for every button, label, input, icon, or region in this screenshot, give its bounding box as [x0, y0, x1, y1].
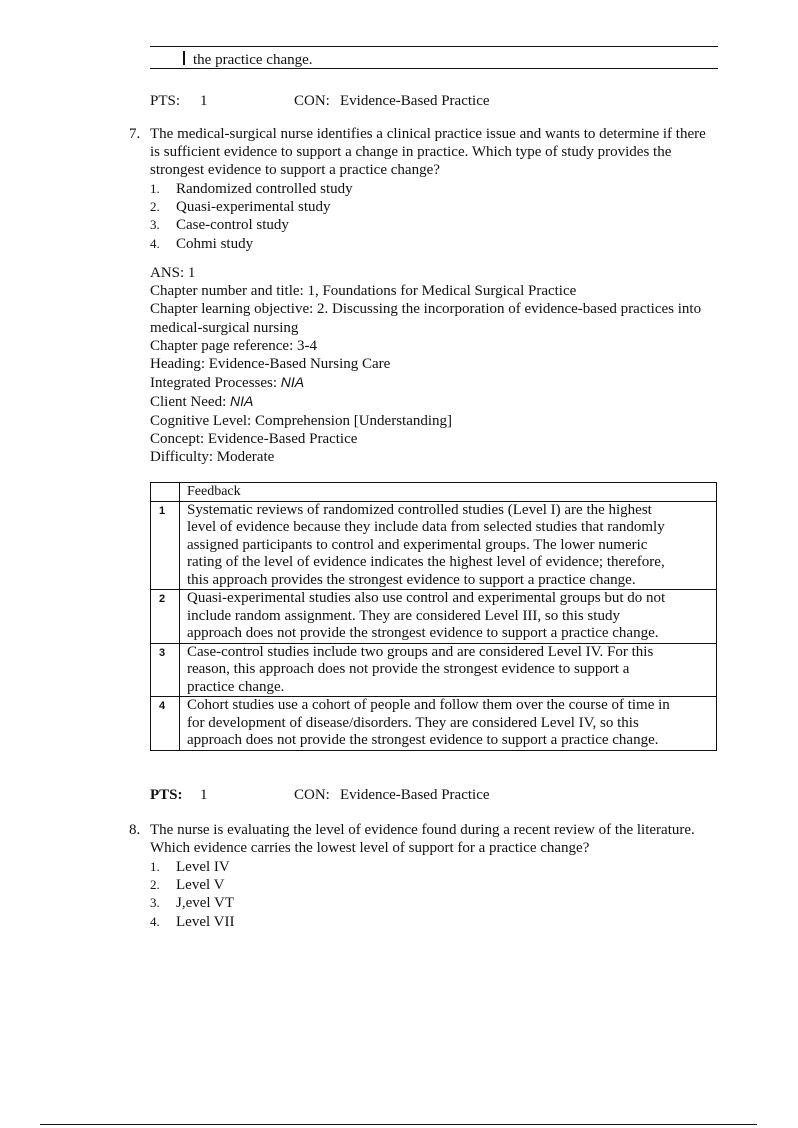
option-text: Level VII [176, 913, 235, 930]
stem-line: is sufficient evidence to support a change in practice. Which type of study provides the [150, 144, 672, 161]
difficulty-line: Difficulty: Moderate [150, 449, 275, 466]
option-text: Level V [176, 877, 225, 894]
pts-label: PTS: [150, 93, 181, 109]
feedback-header: Feedback [180, 483, 717, 502]
pts-value: 1 [200, 787, 208, 803]
option-text: Case-control study [176, 217, 289, 234]
answer-options [150, 858, 234, 931]
feedback-line: include random assignment. They are considered Level III, so this study [187, 607, 620, 624]
question-stem [150, 125, 706, 180]
integrated-label: Integrated Processes: [150, 375, 281, 392]
feedback-line: Quasi-experimental studies also use control and experimental groups but do not [187, 590, 666, 606]
stem-line: strongest evidence to support a practice change? [150, 162, 440, 179]
option-number: 3. [150, 895, 160, 911]
client-value: NIA [229, 393, 254, 410]
stem-line: The nurse is evaluating the level of evidence found during a recent review of the literature. [150, 822, 695, 838]
feedback-line: practice change. [187, 678, 285, 695]
feedback-key: 2 [151, 590, 180, 644]
cursor-bar [183, 51, 185, 65]
option-number: 3. [150, 217, 160, 233]
con-value: Evidence-Based Practice [340, 787, 490, 803]
learning-objective: Chapter learning objective: 2. Discussing the incorporation of evidence-based practices into [150, 301, 702, 318]
con-label: CON: [294, 93, 330, 109]
feedback-line: this approach provides the strongest evidence to support a practice change. [187, 571, 636, 588]
feedback-line: Systematic reviews of randomized controlled studies (Level I) are the highest [187, 501, 652, 518]
pts-value: 1 [200, 93, 208, 109]
answer-option [150, 235, 353, 253]
feedback-line: approach does not provide the strongest evidence to support a practice change. [187, 625, 659, 641]
feedback-line: level of evidence because they include data from selected studies that randomly [187, 519, 665, 535]
option-number: 1. [150, 859, 160, 874]
feedback-key: 1 [151, 501, 180, 590]
option-text: Randomized controlled study [176, 181, 353, 197]
option-text: J,evel VT [176, 895, 235, 912]
answer-option [150, 216, 353, 234]
feedback-text [180, 643, 717, 697]
feedback-key: 3 [151, 643, 180, 697]
option-number: 2. [150, 199, 160, 215]
answer-option [150, 180, 353, 198]
top-rule [150, 46, 718, 47]
feedback-line: Cohort studies use a cohort of people and follow them over the course of time in [187, 697, 670, 713]
integrated-processes [150, 373, 701, 392]
stem-line: Which evidence carries the lowest level of support for a practice change? [150, 840, 590, 857]
previous-answer-fragment: the practice change. [193, 52, 313, 68]
feedback-row [151, 643, 717, 697]
option-number: 2. [150, 877, 160, 893]
option-number: 4. [150, 235, 160, 251]
feedback-line: assigned participants to control and experimental groups. The lower numeric [187, 536, 648, 553]
feedback-row [151, 697, 717, 751]
feedback-row [151, 501, 717, 590]
option-number: 1. [150, 181, 160, 196]
option-text: Quasi-experimental study [176, 199, 331, 216]
answer-option [150, 876, 234, 894]
con-label: CON: [294, 787, 330, 803]
feedback-line: rating of the level of evidence indicates the highest level of evidence; therefore, [187, 554, 665, 570]
ans-line: ANS: 1 [150, 265, 196, 281]
answer-option [150, 858, 234, 876]
integrated-value: NIA [280, 374, 305, 391]
feedback-line: approach does not provide the strongest evidence to support a practice change. [187, 732, 659, 748]
client-need [150, 392, 701, 411]
answer-block [150, 264, 701, 466]
pts-label: PTS: [150, 787, 183, 803]
question-stem [150, 821, 695, 857]
feedback-line: for development of disease/disorders. They are considered Level IV, so this [187, 714, 639, 731]
question-number: 8. [129, 822, 141, 838]
heading-line: Heading: Evidence-Based Nursing Care [150, 356, 391, 373]
feedback-text [180, 501, 717, 590]
learning-objective-cont: medical-surgical nursing [150, 319, 299, 336]
page-reference: Chapter page reference: 3-4 [150, 337, 317, 354]
feedback-text [180, 590, 717, 644]
chapter-title: Chapter number and title: 1, Foundations for Medical Surgical Practice [150, 283, 577, 300]
client-label: Client Need: [150, 394, 230, 411]
answer-option [150, 913, 234, 931]
stem-line: The medical-surgical nurse identifies a clinical practice issue and wants to determine if there [150, 126, 706, 142]
answer-option [150, 198, 353, 216]
feedback-key: 4 [151, 697, 180, 751]
option-text: Cohmi study [176, 235, 254, 252]
header-blank-cell [151, 483, 180, 502]
feedback-row [151, 590, 717, 644]
answer-option [150, 894, 234, 912]
feedback-line: reason, this approach does not provide the strongest evidence to support a [187, 661, 630, 677]
concept-line: Concept: Evidence-Based Practice [150, 430, 358, 447]
feedback-header-row [151, 483, 717, 502]
feedback-line: Case-control studies include two groups and are considered Level IV. For this [187, 643, 654, 660]
feedback-text [180, 697, 717, 751]
option-number: 4. [150, 913, 160, 929]
question-number: 7. [129, 126, 141, 142]
footer-rule [40, 1124, 757, 1125]
answer-options [150, 180, 353, 253]
feedback-table [150, 482, 717, 751]
fragment-underline [150, 68, 718, 69]
con-value: Evidence-Based Practice [340, 93, 490, 109]
option-text: Level IV [176, 859, 230, 875]
cognitive-level: Cognitive Level: Comprehension [Understanding] [150, 412, 453, 429]
